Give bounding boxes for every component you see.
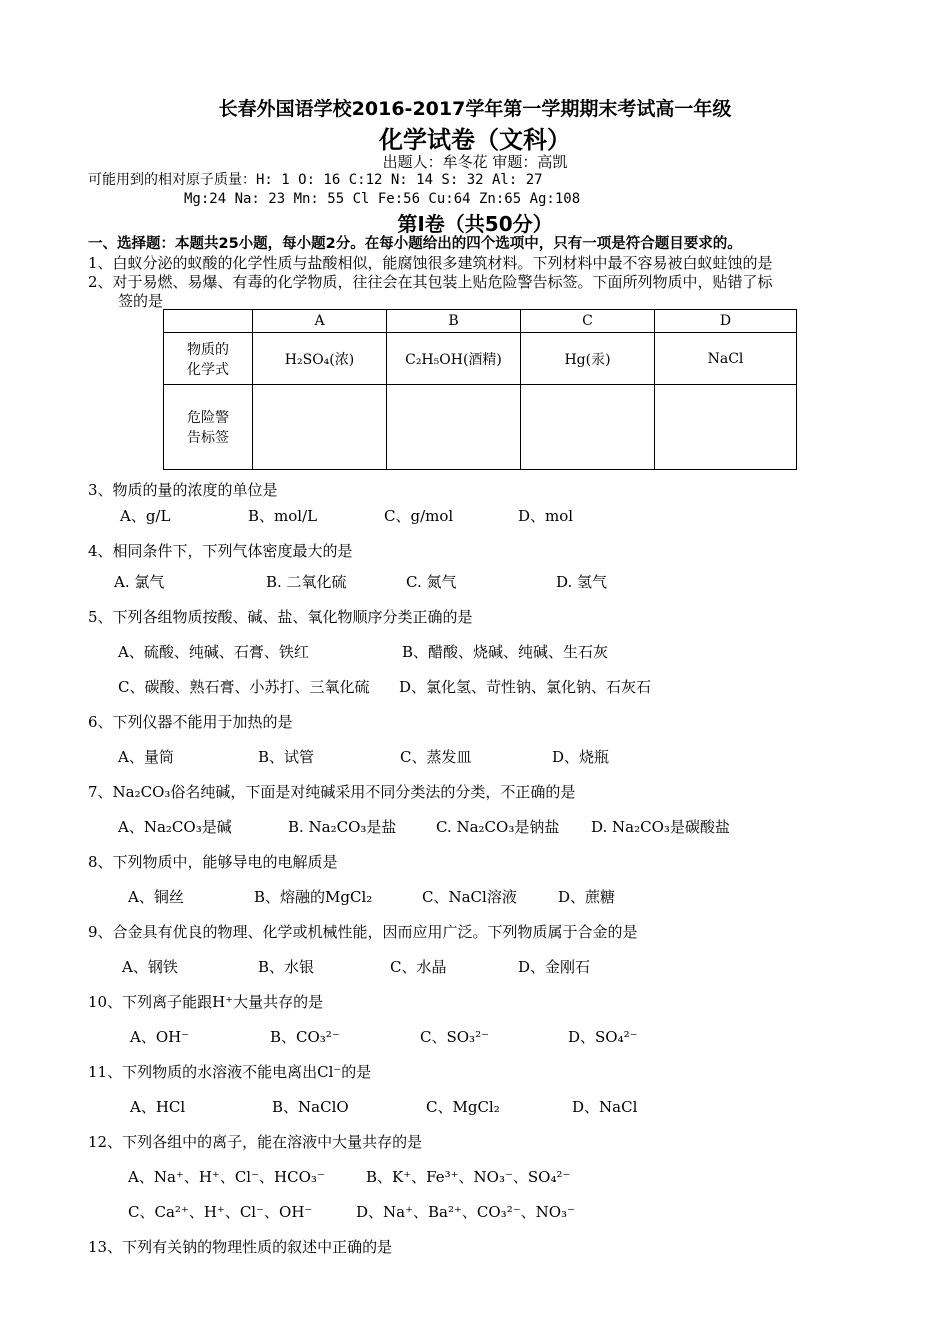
q8-option-c: C、NaCl溶液 [422,888,517,906]
q8-option-b: B、熔融的MgCl₂ [254,888,373,906]
table-header-c: C [521,310,655,333]
q5-option-b: B、醋酸、烧碱、纯碱、生石灰 [402,643,609,661]
q6-option-b: B、试管 [258,748,315,766]
question-3: 3、物质的量的浓度的单位是 [88,481,278,499]
q9-option-a: A、钢铁 [122,958,178,976]
q11-option-b: B、NaClO [272,1098,349,1116]
q4-option-c: C. 氮气 [406,573,457,591]
q6-option-c: C、蒸发皿 [400,748,472,766]
question-1: 1、白蚁分泌的蚁酸的化学性质与盐酸相似，能腐蚀很多建筑材料。下列材料中最不容易被白蚁蛀蚀的是 [88,254,773,272]
q12-option-a: A、Na⁺、H⁺、Cl⁻、HCO₃⁻ [128,1168,325,1186]
question-13: 13、下列有关钠的物理性质的叙述中正确的是 [88,1238,393,1256]
q9-option-d: D、金刚石 [518,958,591,976]
authors-line: 出题人：牟冬花 审题：高凯 [382,153,568,171]
atomic-masses-line-1: 可能用到的相对原子质量：H: 1 O: 16 C:12 N: 14 S: 32 Al: 27 [88,172,543,188]
formula-d: NaCl [655,333,797,385]
row-label-formula-a: 物质的 [187,341,229,358]
row-label-hazard [164,385,253,470]
hazard-label-table [163,309,797,470]
q6-option-d: D、烧瓶 [552,748,610,766]
question-2-line-2: 签的是 [118,292,164,310]
row-label-formula [164,333,253,385]
formula-b: C₂H₅OH(酒精) [387,333,521,385]
q8-option-d: D、蔗糖 [558,888,616,906]
question-11: 11、下列物质的水溶液不能电离出Cl⁻的是 [88,1063,372,1081]
hazard-label-c [521,385,655,470]
question-4: 4、相同条件下，下列气体密度最大的是 [88,542,353,560]
question-5: 5、下列各组物质按酸、碱、盐、氧化物顺序分类正确的是 [88,608,473,626]
row-label-hazard-b: 告标签 [187,430,229,446]
formula-c: Hg(汞) [521,333,655,385]
question-10: 10、下列离子能跟H⁺大量共存的是 [88,993,324,1011]
formula-a: H₂SO₄(浓) [253,333,387,385]
question-9: 9、合金具有优良的物理、化学或机械性能，因而应用广泛。下列物质属于合金的是 [88,923,638,941]
q7-option-b: B. Na₂CO₃是盐 [288,818,397,836]
q5-option-a: A、硫酸、纯碱、石膏、铁红 [118,643,309,661]
question-6: 6、下列仪器不能用于加热的是 [88,713,293,731]
q3-option-d: D、mol [518,507,574,525]
row-label-formula-b: 化学式 [187,361,229,378]
q4-option-d: D. 氢气 [556,573,608,591]
q11-option-d: D、NaCl [572,1098,638,1116]
hazard-label-d [655,385,797,470]
row-label-hazard-a: 危险警 [187,410,229,426]
q9-option-c: C、水晶 [390,958,447,976]
q11-option-a: A、HCl [130,1098,186,1116]
q4-option-b: B. 二氧化硫 [266,573,347,591]
q5-option-c: C、碳酸、熟石膏、小苏打、三氧化硫 [118,678,370,696]
q12-option-b: B、K⁺、Fe³⁺、NO₃⁻、SO₄²⁻ [366,1168,571,1186]
table-header-a: A [253,310,387,333]
question-7: 7、Na₂CO₃俗名纯碱，下面是对纯碱采用不同分类法的分类，不正确的是 [88,783,576,801]
q3-option-a: A、g/L [120,507,171,525]
q8-option-a: A、铜丝 [128,888,184,906]
exam-subtitle: 化学试卷（文科） [379,126,571,154]
q7-option-a: A、Na₂CO₃是碱 [118,818,232,836]
q7-option-d: D. Na₂CO₃是碳酸盐 [591,818,730,836]
atomic-masses-line-2: Mg:24 Na: 23 Mn: 55 Cl Fe:56 Cu:64 Zn:65 Ag:108 [184,191,581,207]
table-header-d: D [655,310,797,333]
q10-option-c: C、SO₃²⁻ [420,1028,489,1046]
q9-option-b: B、水银 [258,958,315,976]
q6-option-a: A、量筒 [118,748,174,766]
q3-option-c: C、g/mol [384,507,454,525]
q11-option-c: C、MgCl₂ [426,1098,500,1116]
question-12: 12、下列各组中的离子，能在溶液中大量共存的是 [88,1133,423,1151]
section-title: 第Ⅰ卷（共50分） [397,212,553,236]
table-header-empty [164,310,253,333]
table-header-b: B [387,310,521,333]
q10-option-a: A、OH⁻ [130,1028,190,1046]
hazard-label-b [387,385,521,470]
q5-option-d: D、氯化氢、苛性钠、氯化钠、石灰石 [399,678,652,696]
question-8: 8、下列物质中，能够导电的电解质是 [88,853,338,871]
q12-option-c: C、Ca²⁺、H⁺、Cl⁻、OH⁻ [128,1203,313,1221]
q10-option-d: D、SO₄²⁻ [568,1028,638,1046]
section-instruction: 一、选择题：本题共25小题，每小题2分。在每小题给出的四个选项中，只有一项是符合题目要求的。 [88,236,742,252]
q3-option-b: B、mol/L [248,507,318,525]
question-2-line-1: 2、对于易燃、易爆、有毒的化学物质，往往会在其包装上贴危险警告标签。下面所列物质中，贴错了标 [88,273,773,291]
q4-option-a: A. 氯气 [114,573,165,591]
hazard-label-a [253,385,387,470]
q7-option-c: C. Na₂CO₃是钠盐 [436,818,560,836]
exam-title: 长春外国语学校2016-2017学年第一学期期末考试高一年级 [218,98,732,120]
q10-option-b: B、CO₃²⁻ [270,1028,340,1046]
q12-option-d: D、Na⁺、Ba²⁺、CO₃²⁻、NO₃⁻ [356,1203,575,1221]
